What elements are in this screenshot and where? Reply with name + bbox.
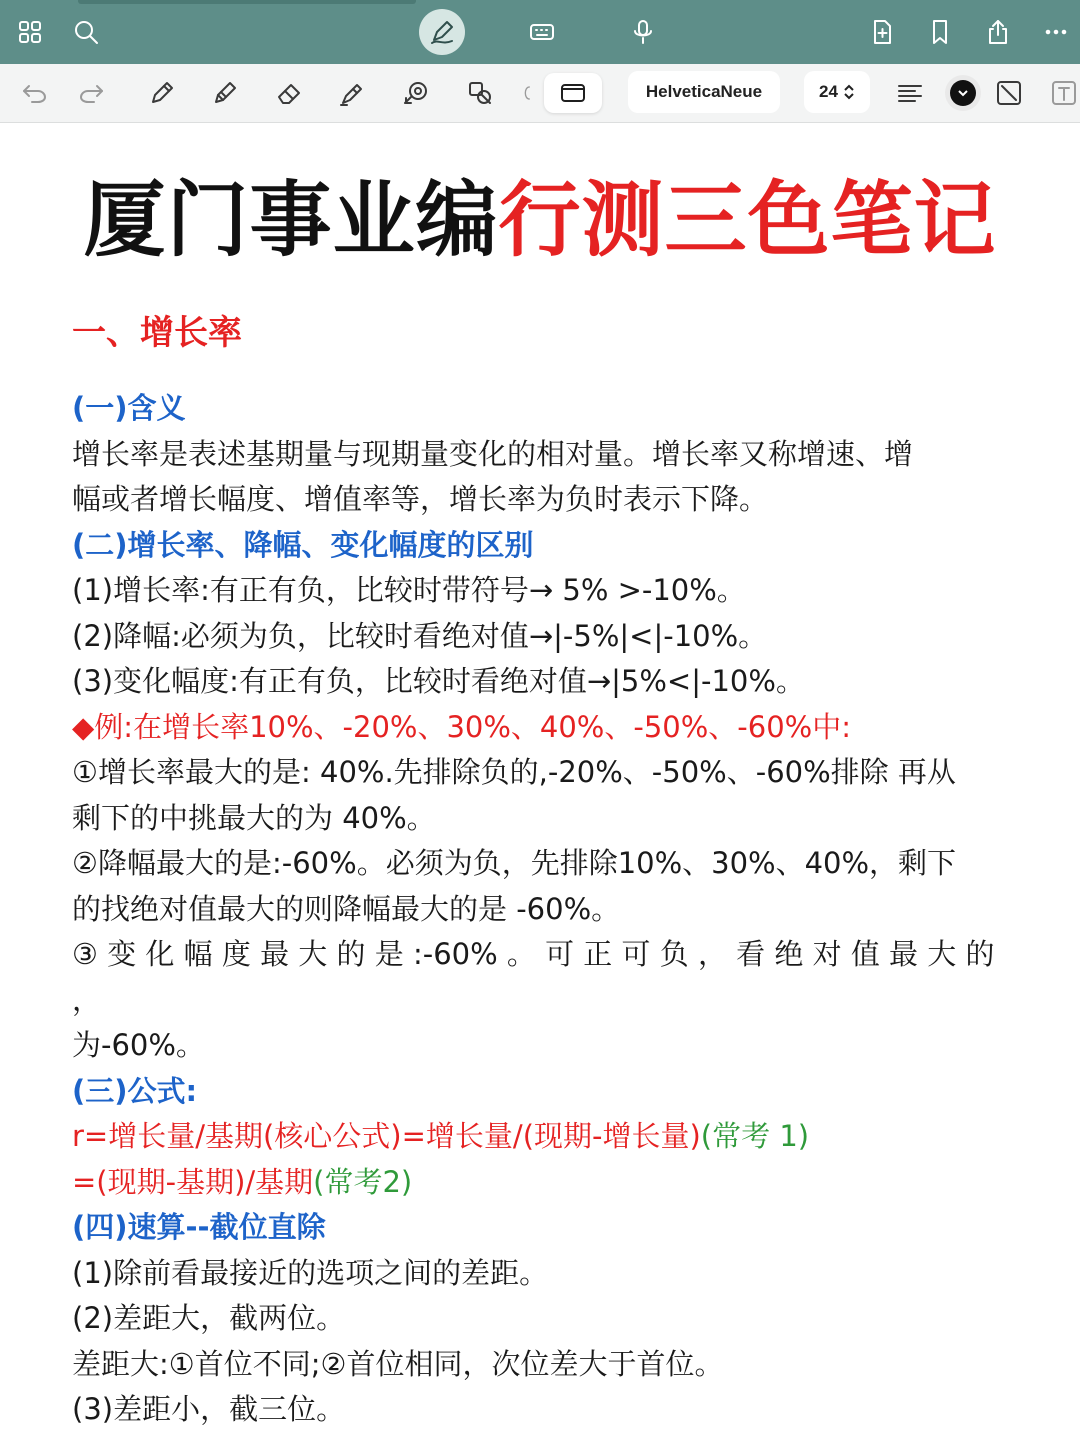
quick-calc-item-1: (1)除前看最接近的选项之间的差距。 <box>72 1255 549 1290</box>
example-answer-1-line-2: 剩下的中挑最大的为 40%。 <box>72 800 436 835</box>
difference-item-3: (3)变化幅度:有正有负，比较时看绝对值→|5%<|-10%。 <box>72 664 805 698</box>
shapes-icon[interactable] <box>396 73 436 113</box>
color-picker-icon[interactable] <box>945 75 981 111</box>
formula-1-note: (常考 1) <box>700 1119 810 1153</box>
formula-2-note: (常考2) <box>313 1164 413 1199</box>
pencil-icon[interactable] <box>205 73 245 113</box>
subheading-quick-calc: (四)速算--截位直除 <box>72 1210 326 1244</box>
difference-item-2: (2)降幅:必须为负，比较时看绝对值→|-5%|<|-10%。 <box>72 618 768 653</box>
meaning-line-2: 幅或者增长幅度、增值率等，增长率为负时表示下降。 <box>72 482 769 516</box>
title-red-part: 行测三色笔记 <box>498 173 997 268</box>
example-answer-2-line-2: 的找绝对值最大的则降幅最大的是 -60%。 <box>72 891 621 926</box>
pen-icon[interactable] <box>142 73 182 113</box>
search-icon[interactable] <box>66 12 106 52</box>
add-page-icon[interactable] <box>862 12 902 52</box>
font-size-selector[interactable] <box>804 71 870 113</box>
current-color-swatch <box>950 80 976 106</box>
stepper-chevrons-icon <box>843 84 855 100</box>
eraser-icon[interactable] <box>269 73 309 113</box>
formula-line-2 <box>72 1160 1012 1206</box>
section-heading-growth-rate: 一、增长率 <box>72 313 242 353</box>
font-family-selector[interactable]: HelveticaNeue <box>628 71 780 113</box>
title-black-part: 厦门事业编 <box>83 173 499 268</box>
font-size-value: 24 <box>819 82 838 101</box>
align-icon[interactable] <box>890 73 930 113</box>
bookmark-icon[interactable] <box>920 12 960 52</box>
subheading-formula: (三)公式: <box>72 1073 198 1108</box>
more-icon[interactable] <box>1036 12 1076 52</box>
share-icon[interactable] <box>978 12 1018 52</box>
line-style-icon[interactable] <box>989 73 1029 113</box>
difference-item-1: (1)增长率:有正有负，比较时带符号→ 5% >-10%。 <box>72 573 746 607</box>
formula-line-1 <box>72 1114 1012 1160</box>
lasso-icon[interactable] <box>460 73 500 113</box>
quick-calc-item-4: (3)差距小，截三位。 <box>72 1392 346 1426</box>
note-body <box>72 308 1012 1433</box>
meaning-line-1: 增长率是表述基期量与现期量变化的相对量。增长率又称增速、增 <box>72 436 914 471</box>
example-answer-3-line-2: 为-60%。 <box>72 1028 205 1062</box>
undo-icon[interactable] <box>14 73 54 113</box>
quick-calc-item-2: (2)差距大，截两位。 <box>72 1301 346 1335</box>
grid-icon[interactable] <box>10 12 50 52</box>
text-tool-icon[interactable] <box>1044 73 1080 113</box>
quick-calc-item-3: 差距大:①首位不同;②首位相同，次位差大于首位。 <box>72 1346 724 1381</box>
example-answer-3-line-1: ③ 变 化 幅 度 最 大 的 是 :-60% 。 可 正 可 负 ， 看 绝 对 值 最 大 的 ， <box>72 937 995 1017</box>
page-title <box>0 173 1080 269</box>
subheading-differences: (二)增长率、降幅、变化幅度的区别 <box>72 527 534 562</box>
note-page[interactable] <box>0 123 1080 1440</box>
formula-2-main: =(现期-基期)/基期 <box>72 1164 314 1199</box>
image-icon[interactable] <box>514 73 538 113</box>
pen-mode-icon[interactable] <box>419 9 465 55</box>
microphone-icon[interactable] <box>623 12 663 52</box>
redo-icon[interactable] <box>72 73 112 113</box>
example-answer-1-line-1: ①增长率最大的是: 40%.先排除负的,-20%、-50%、-60%排除 再从 <box>72 755 956 789</box>
example-line: ◆例:在增长率10%、-20%、30%、40%、-50%、-60%中: <box>72 709 851 744</box>
window-handle[interactable] <box>78 0 416 4</box>
top-app-bar <box>0 0 1080 64</box>
subheading-meaning: (一)含义 <box>72 391 186 425</box>
text-box-icon[interactable] <box>544 73 602 113</box>
keyboard-icon[interactable] <box>522 12 562 52</box>
example-answer-2-line-1: ②降幅最大的是:-60%。必须为负，先排除10%、30%、40%，剩下 <box>72 846 957 880</box>
highlighter-icon[interactable] <box>332 73 372 113</box>
formula-1-main: r=增长量/基期(核心公式)=增长量/(现期-增长量) <box>72 1119 701 1153</box>
